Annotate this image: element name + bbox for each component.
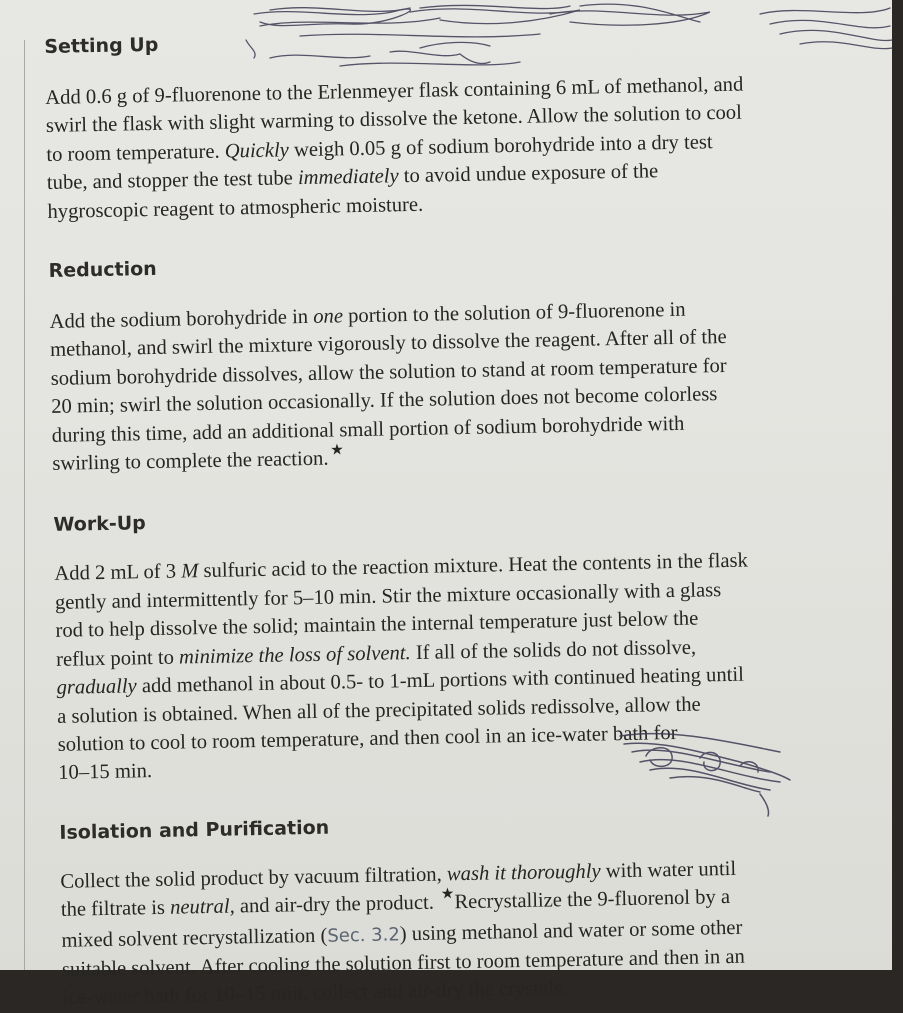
left-margin-rule bbox=[24, 40, 25, 970]
heading-isolation-and-purification: Isolation and Purification bbox=[59, 816, 330, 844]
text-run: gently and intermittently for 5–10 min. Stir the mixture occasionally with a glass bbox=[54, 578, 722, 614]
text-run: and air-dry the product. bbox=[234, 891, 440, 918]
paragraph-reduction bbox=[49, 292, 892, 481]
text-run: suitable solvent. After cooling the solution first to room temperature and then in an bbox=[61, 945, 746, 981]
text-run: If all of the solids do not dissolve, bbox=[410, 636, 697, 664]
text-run: wash it thoroughly bbox=[446, 860, 601, 886]
text-run: ) using methanol and water or some other bbox=[399, 916, 743, 945]
paragraph-work-up bbox=[54, 544, 898, 787]
heading-work-up: Work-Up bbox=[53, 512, 146, 537]
heading-setting-up: Setting Up bbox=[44, 33, 159, 58]
text-run: swirling to complete the reaction. bbox=[52, 447, 329, 475]
text-run: a solution is obtained. When all of the precipitated solids redissolve, allow the bbox=[56, 693, 701, 728]
text-run: to room temperature. bbox=[46, 140, 225, 166]
text-run: solution to cool to room temperature, and then cool in an ice-water bath for bbox=[57, 721, 678, 756]
text-run: immediately bbox=[297, 165, 399, 190]
star-icon: ★ bbox=[440, 886, 455, 903]
text-run: Add the sodium borohydride in bbox=[49, 305, 314, 333]
text-run: the filtrate is bbox=[60, 896, 171, 921]
text-run: sodium borohydride dissolves, allow the solution to stand at room temperature for bbox=[50, 354, 727, 390]
text-run: weigh 0.05 g of sodium borohydride into a dry test bbox=[288, 131, 713, 162]
text-run: ice-water bath for 10–15 min, collect and air-dry the crystals. bbox=[62, 977, 568, 1010]
text-run: 10–15 min. bbox=[58, 760, 153, 785]
text-run: 20 min; swirl the solution occasionally. If the solution does not become colorless bbox=[51, 383, 718, 419]
text-run: Recrystallize the 9-fluorenol by a bbox=[454, 886, 731, 914]
text-run: sulfuric acid to the reaction mixture. Heat the contents in the flask bbox=[198, 550, 749, 583]
text-run: Add 2 mL of 3 bbox=[54, 560, 182, 586]
text-run: portion to the solution of 9-fluorenone in bbox=[342, 298, 686, 328]
text-run: with water until bbox=[600, 857, 737, 883]
text-run: reflux point to bbox=[55, 646, 180, 671]
text-run: one bbox=[313, 305, 344, 328]
text-run: methanol, and swirl the mixture vigorously to dissolve the reagent. After all of the bbox=[49, 326, 727, 362]
text-run: M bbox=[181, 560, 199, 583]
text-run: tube, and stopper the test tube bbox=[46, 167, 299, 195]
text-run: Quickly bbox=[224, 139, 290, 163]
heading-reduction: Reduction bbox=[48, 257, 157, 282]
text-run: gradually bbox=[56, 675, 137, 699]
text-run: add methanol in about 0.5- to 1-mL portions with continued heating until bbox=[136, 663, 745, 698]
paragraph-setting-up bbox=[45, 68, 888, 226]
text-run: during this time, add an additional small portion of sodium borohydride with bbox=[51, 412, 685, 447]
text-run: to avoid undue exposure of the bbox=[398, 160, 659, 188]
section-reference: Sec. 3.2 bbox=[327, 923, 401, 947]
text-run: swirl the flask with slight warming to dissolve the ketone. Allow the solution to cool bbox=[45, 102, 743, 138]
text-run: rod to help dissolve the solid; maintain the internal temperature just below the bbox=[55, 607, 699, 643]
procedure-text bbox=[44, 14, 903, 1013]
text-run: minimize the loss of solvent. bbox=[178, 641, 411, 669]
text-run: neutral, bbox=[169, 895, 235, 919]
text-run: Add 0.6 g of 9-fluorenone to the Erlenmeyer flask containing 6 mL of methanol, and bbox=[45, 73, 744, 109]
text-run: mixed solvent recrystallization ( bbox=[61, 924, 328, 952]
paragraph-isolation-and-purification bbox=[60, 851, 903, 1012]
text-run: Collect the solid product by vacuum filtration, bbox=[60, 863, 448, 893]
star-icon: ★ bbox=[330, 442, 344, 459]
text-run: hygroscopic reagent to atmospheric moisture. bbox=[47, 193, 424, 223]
